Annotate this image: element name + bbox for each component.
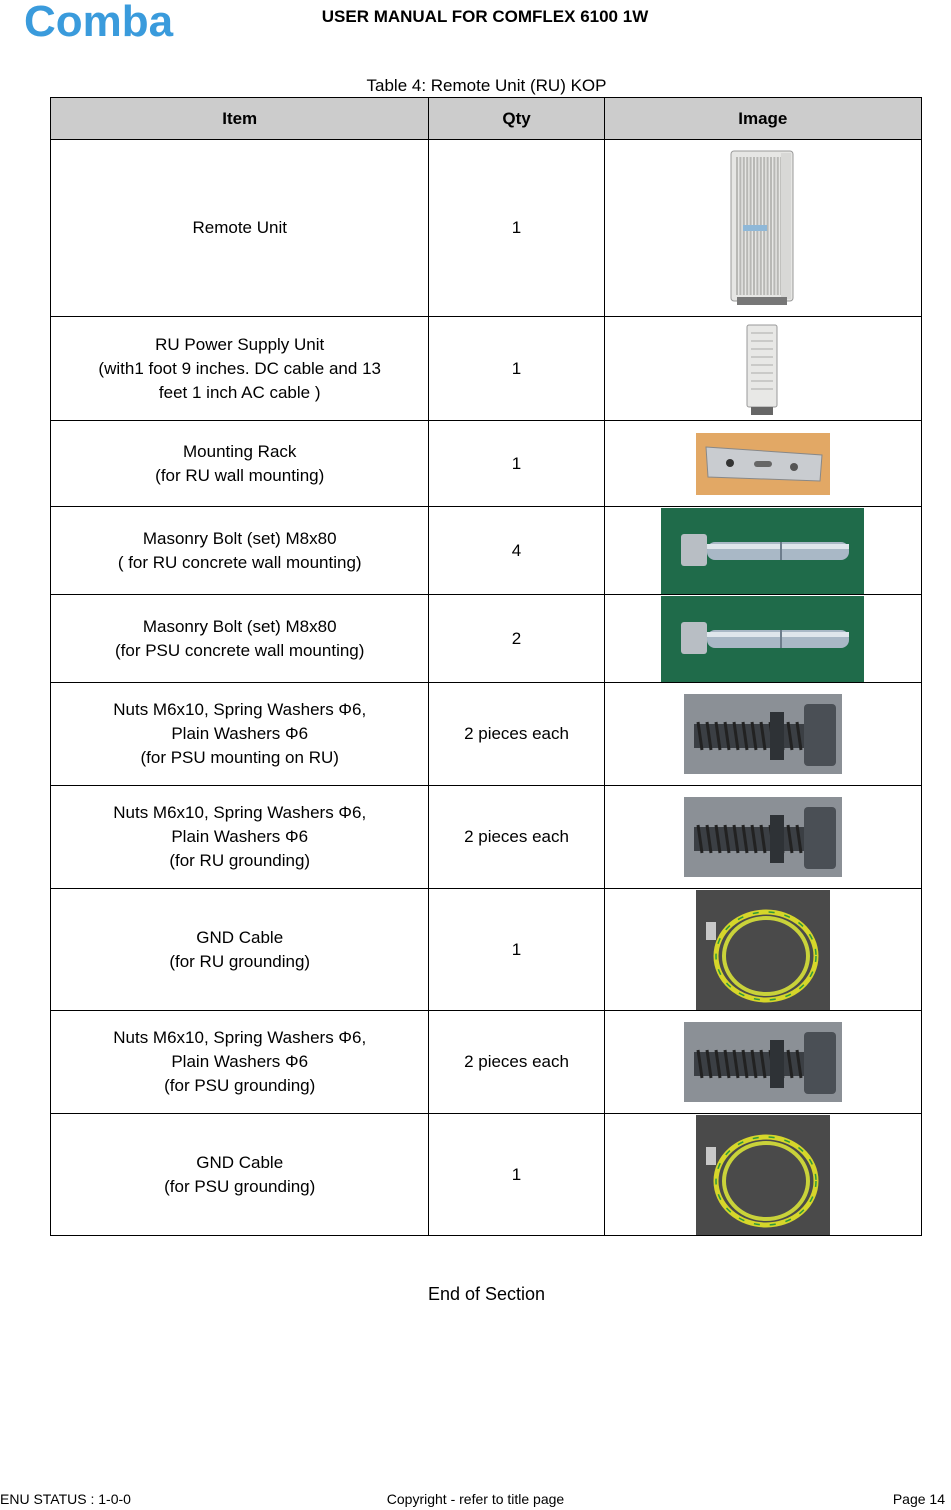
kop-table [50, 97, 922, 1236]
qty-cell: 1 [429, 889, 604, 1011]
item-text-line: feet 1 inch AC cable ) [158, 382, 321, 402]
table-row [51, 595, 922, 683]
item-text-line: (for PSU mounting on RU) [140, 748, 339, 767]
table-row [51, 1114, 922, 1236]
item-text-line: ( for RU concrete wall mounting) [117, 552, 362, 572]
remote-unit-image [605, 147, 921, 309]
item-cell [51, 317, 429, 421]
qty-cell: 1 [429, 140, 604, 317]
comba-logo [24, 2, 208, 42]
item-text-line: (for PSU grounding) [164, 1076, 316, 1095]
image-cell [604, 507, 921, 595]
mounting-rack-image [605, 433, 921, 495]
item-text-line: Nuts M6x10, Spring Washers Φ6, [113, 803, 367, 822]
image-cell [604, 889, 921, 1011]
item-text-line: (for RU wall mounting) [155, 465, 325, 485]
item-text-line: (for PSU grounding) [164, 1176, 316, 1196]
table-header-row [51, 98, 922, 140]
gnd-cable-image [605, 1115, 921, 1235]
qty-cell: 2 [429, 595, 604, 683]
image-cell [604, 421, 921, 507]
item-text-line: Plain Washers Φ6 [171, 724, 309, 743]
table-row [51, 1011, 922, 1114]
nut-washer-image [605, 1022, 921, 1102]
image-cell [604, 1011, 921, 1114]
nut-washer-image [605, 797, 921, 877]
qty-cell: 1 [429, 1114, 604, 1236]
item-text-line: (with1 foot 9 inches. DC cable and 13 [98, 358, 381, 378]
table-row [51, 421, 922, 507]
image-cell [604, 786, 921, 889]
gnd-cable-image [605, 890, 921, 1010]
item-cell [51, 1114, 429, 1236]
image-cell [604, 317, 921, 421]
footer-copyright: Copyright - refer to title page [386, 1491, 565, 1507]
table-row [51, 140, 922, 317]
end-of-section: End of Section [427, 1284, 546, 1304]
item-text-line: (for RU grounding) [169, 851, 311, 870]
item-text-line: Remote Unit [192, 218, 287, 237]
image-cell [604, 595, 921, 683]
item-text-line: Nuts M6x10, Spring Washers Φ6, [113, 700, 367, 719]
nut-washer-image [605, 694, 921, 774]
item-text-line: Masonry Bolt (set) M8x80 [142, 528, 337, 548]
header-item: Item [51, 98, 429, 140]
footer-page-number: Page 14 [892, 1491, 945, 1507]
item-cell [51, 889, 429, 1011]
image-cell [604, 683, 921, 786]
item-text-line: GND Cable [196, 927, 284, 947]
item-cell [51, 1011, 429, 1114]
table-row [51, 889, 922, 1011]
item-text-line: Mounting Rack [183, 441, 297, 461]
table-row [51, 317, 922, 421]
table-row [51, 507, 922, 595]
qty-cell: 1 [429, 421, 604, 507]
qty-cell: 1 [429, 317, 604, 421]
item-text-line: Nuts M6x10, Spring Washers Φ6, [113, 1028, 367, 1047]
masonry-bolt-image [605, 508, 921, 594]
item-cell [51, 595, 429, 683]
footer-status: ENU STATUS : 1-0-0 [0, 1491, 131, 1507]
logo-text: Comba [24, 2, 174, 42]
item-cell [51, 683, 429, 786]
item-cell [51, 421, 429, 507]
item-text-line: (for PSU concrete wall mounting) [114, 640, 365, 660]
power-supply-image [605, 321, 921, 417]
item-text-line: Masonry Bolt (set) M8x80 [142, 616, 337, 636]
item-text-line: (for RU grounding) [169, 951, 311, 971]
qty-cell: 2 pieces each [429, 683, 604, 786]
masonry-bolt-image [605, 596, 921, 682]
qty-cell: 2 pieces each [429, 786, 604, 889]
table-row [51, 786, 922, 889]
table-caption: Table 4: Remote Unit (RU) KOP [366, 76, 607, 95]
item-text-line: Plain Washers Φ6 [171, 1052, 309, 1071]
image-cell [604, 1114, 921, 1236]
item-text-line: RU Power Supply Unit [155, 334, 325, 354]
item-text-line: Plain Washers Φ6 [171, 827, 309, 846]
item-text-line: GND Cable [196, 1152, 284, 1172]
qty-cell: 2 pieces each [429, 1011, 604, 1114]
item-cell [51, 786, 429, 889]
qty-cell: 4 [429, 507, 604, 595]
document-title: USER MANUAL FOR COMFLEX 6100 1W [321, 7, 649, 26]
item-cell [51, 140, 429, 317]
item-cell [51, 507, 429, 595]
header-image: Image [604, 98, 921, 140]
image-cell [604, 140, 921, 317]
table-row [51, 683, 922, 786]
header-qty: Qty [429, 98, 604, 140]
